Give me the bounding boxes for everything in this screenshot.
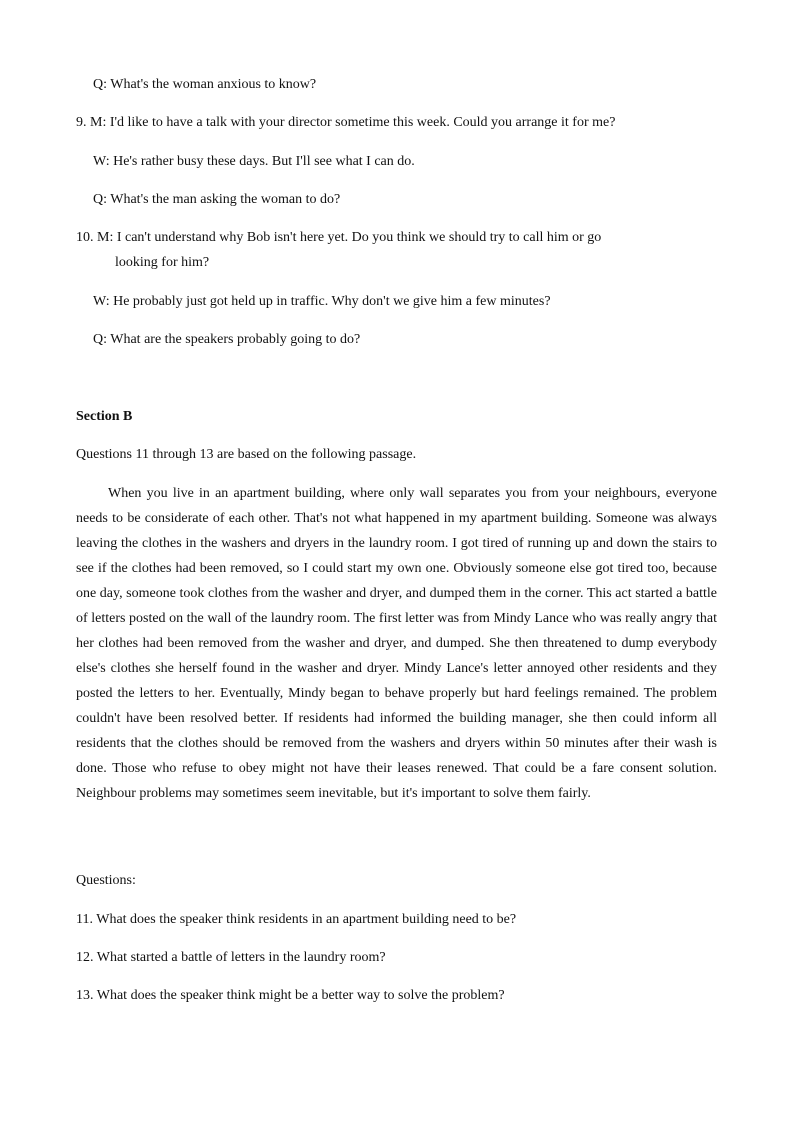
section-b-intro: Questions 11 through 13 are based on the following passage. xyxy=(76,447,417,462)
item10-question: Q: What are the speakers probably going to do? xyxy=(93,332,361,347)
item9-woman-line: W: He's rather busy these days. But I'll see what I can do. xyxy=(93,154,415,169)
passage-paragraph: When you live in an apartment building, where only wall separates you from your neighbours, everyone needs to be considerate of each other. That's not what happened in my apartment building. Someone was always leaving the clothes in the washers and dryers in the laundry room. I got tired of running up and down the stairs to see if the clothes had been removed, so I could start my own one. Obviously someone else got tired too, because one day, someone took clothes from the washer and dryer, and dumped them in the corner. This act started a battle of letters posted on the wall of the laundry room. The first letter was from Mindy Lance who was really angry that her clothes had been removed from the washer and dryer, and dumped. She then threatened to dump everybody else's clothes she herself found in the washer and dryer. Mindy Lance's letter annoyed other residents and they posted the letters to her. Eventually, Mindy began to behave properly but hard feelings remained. The problem couldn't have been resolved better. If residents had informed the building manager, she then could inform all residents that the clothes should be removed from the washers and dryers within 50 minutes after their wash is done. Those who refuse to obey might not have their leases renewed. That could be a fare consent solution. Neighbour problems may sometimes seem inevitable, but it's important to solve them fairly. xyxy=(76,486,717,801)
item10-woman-line: W: He probably just got held up in traffic. Why don't we give him a few minutes? xyxy=(93,294,551,309)
item9-question: Q: What's the man asking the woman to do? xyxy=(93,192,341,207)
question-11: 11. What does the speaker think residents in an apartment building need to be? xyxy=(76,912,517,927)
questions-label: Questions: xyxy=(76,873,136,888)
item10-man-line-2: looking for him? xyxy=(115,255,210,270)
section-b-heading: Section B xyxy=(76,409,133,424)
question-12: 12. What started a battle of letters in the laundry room? xyxy=(76,950,386,965)
item10-man-line-1: 10. M: I can't understand why Bob isn't here yet. Do you think we should try to call him or go xyxy=(76,230,602,245)
question-13: 13. What does the speaker think might be a better way to solve the problem? xyxy=(76,988,505,1003)
item9-man-line: 9. M: I'd like to have a talk with your director sometime this week. Could you arrange it for me? xyxy=(76,115,616,130)
q8-question: Q: What's the woman anxious to know? xyxy=(93,77,317,92)
